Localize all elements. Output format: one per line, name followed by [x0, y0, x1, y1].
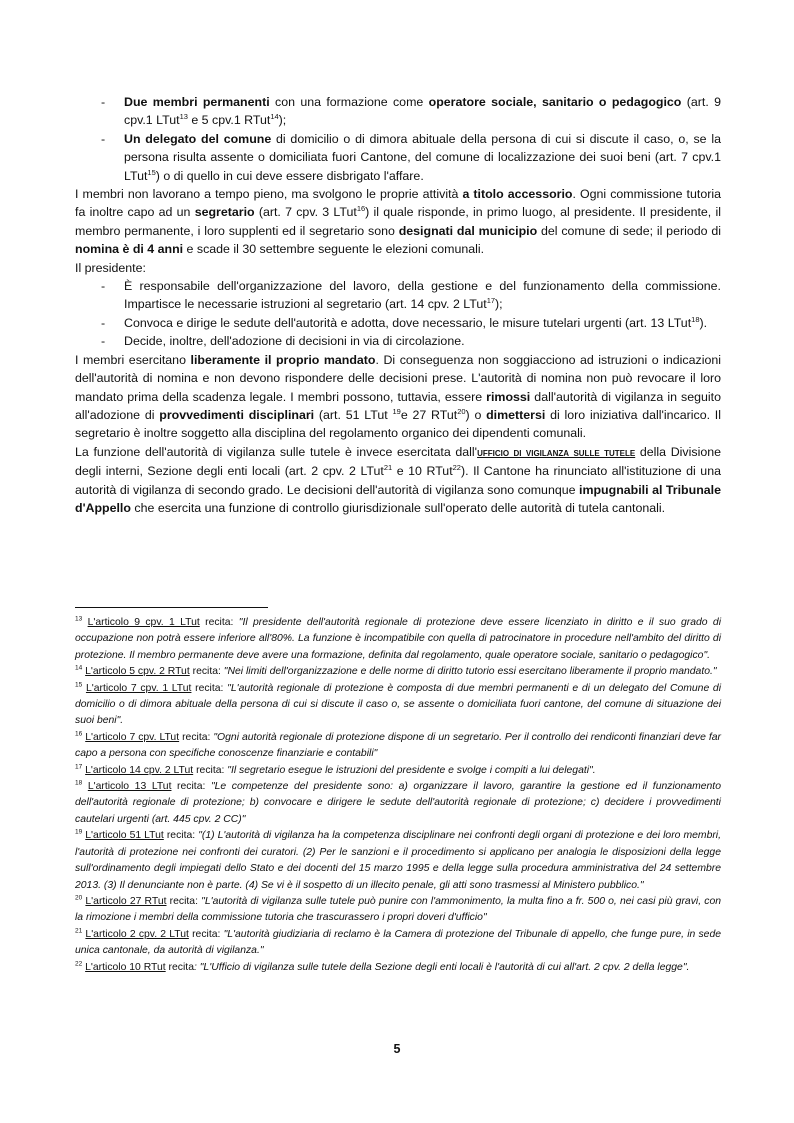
paragraph: Il presidente: [75, 260, 146, 275]
bullet-dash: - [101, 279, 106, 294]
paragraph: I membri esercitano liberamente il proprio mandato. Di conseguenza non soggiacciono ad istruzioni o indicazioni dell'autorità di nomina e non devono rispondere delle decisioni prese. L'autorità di nomina non può revocare il loro mandato prima della scadenza legale. I membri possono, tuttavia, essere rimossi dall'autorità di vigilanza in seguito all'adozione di provvedimenti disciplinari (art. 51 LTut $^{19}$e 27 RTut$^{20}$) o dimettersi di loro iniziativa dall'incarico. Il segretario è inoltre soggetto alla disciplina del regolamento organico dei dipendenti comunali. [75, 352, 722, 441]
paragraph: La funzione dell'autorità di vigilanza sulle tutele è invece esercitata dall'ufficio di vigilanza sulle tutele della Divisione degli interni, Sezione degli enti locali (art. 2 cpv. 2 LTut$^{21}$ e 10 RTut$^{22}$). Il Cantone ha rinunciato all'istituzione di una autorità di vigilanza di secondo grado. Le decisioni dell'autorità di vigilanza sono comunque impugnabili al Tribunale d'Appello che esercita una funzione di controllo giurisdizionale sull'operato delle autorità di tutela cantonali. [75, 444, 721, 515]
list-item: - Convoca e dirige le sedute dell'autorità e adotta, dove necessario, le misure tutelari urgenti (art. 13 LTut$^{18}$). [75, 314, 721, 332]
office-name: ufficio di vigilanza sulle tutele [477, 446, 636, 459]
list-item: - Un delegato del comune di domicilio o di dimora abituale della persona di cui si discute il caso, o, se la persona risulta assente o domiciliata fuori Cantone, del comune di localizzazione dei suoi beni (art. 7 cpv.1 LTut$^{15}$) o di quello in cui deve essere disbrigato l'affare. [101, 131, 721, 183]
bullet-dash: - [101, 95, 106, 109]
page-number: 5 [393, 1042, 401, 1056]
paragraph: I membri non lavorano a tempo pieno, ma svolgono le proprie attività a titolo accessorio. Ogni commissione tutoria fa inoltre capo ad un segretario (art. 7 cpv. 3 LTut$^{16}$) il quale risponde, in primo luogo, al presidente. Il presidente, il membro permanente, i loro supplenti ed il segretario sono designati dal municipio del comune di sede; il periodo di nomina è di 4 anni e scade il 30 settembre seguente le elezioni comunali. [75, 187, 721, 257]
list-item: - Decide, inoltre, dell'adozione di decisioni in via di circolazione. [75, 332, 721, 350]
footnote: $^{22}$ L'articolo 10 RTut recita: "L'Ufficio di vigilanza sulle tutele della Sezione degli enti locali è l'autorità di cui all'art. 2 cpv. 2 della legge". [75, 960, 690, 973]
list-item: - È responsabile dell'organizzazione del lavoro, della gestione e del funzionamento della commissione. Impartisce le necessarie istruzioni al segretario (art. 14 cpv. 2 LTut$^{17}$); [101, 279, 721, 312]
footnote: $^{19}$ L'articolo 51 LTut recita: "(1) L'autorità di vigilanza ha la competenza disciplinare nei confronti degli organi di protezione e dei loro membri, l'autorità di protezione nei confronti dei curatori. (2) Per le sanzioni e il procedimento si applicano per analogia le disposizioni della legge sull'ordinamento degli impiegati dello Stato e dei docenti del 15 marzo 1995 e della legge sulla procedura amministrativa del 24 settembre 2013. (3) Il denunciante non è parte. (4) Se vi è il sospetto di un illecito penale, gli atti sono trasmessi al Ministero pubblico." [75, 828, 722, 891]
footnotes [75, 615, 721, 976]
bullet-dash: - [101, 315, 106, 330]
footnote: $^{17}$ L'articolo 14 cpv. 2 LTut recita: "Il segretario esegue le istruzioni del presidente e svolge i compiti a lui delegati". [75, 763, 596, 776]
footnote: $^{14}$ L'articolo 5 cpv. 2 RTut recita: "Nei limiti dell'organizzazione e delle norme di diritto tutorio essi esercitano liberamente il proprio mandato." [75, 664, 717, 678]
footnote: $^{13}$ L'articolo 9 cpv. 1 LTut recita: "Il presidente dell'autorità regionale di protezione deve essere licenziato in diritto e il suo grado di occupazione non potrà essere inferiore all'80%. La funzione è incompatibile con quella di patrocinatore in procedure nell'ambito del diritto di protezione. Il membro permanente deve avere una formazione, definita dal regolamento, quale operatore sociale, sanitario o pedagogico". [75, 615, 722, 661]
footnote: $^{15}$ L'articolo 7 cpv. 1 LTut recita: "L'autorità regionale di protezione è composta di due membri permanenti e di un delegato del Comune di domicilio o di dimora abituale della persona di cui si discute il caso o, se assente o domiciliata fuori cantone, del comune di situazione dei suoi beni". [75, 681, 722, 727]
footnote: $^{21}$ L'articolo 2 cpv. 2 LTut recita: "L'autorità giudiziaria di reclamo è la Camera di protezione del Tribunale di appello, che funge pure, in sede unica cantonale, da autorità di vigilanza." [75, 927, 721, 957]
footnote: $^{16}$ L'articolo 7 cpv. LTut recita: "Ogni autorità regionale di protezione dispone di un segretario. Per il controllo dei rendiconti finanziari deve far capo a persona con specifiche conoscenze finanziarie e contabili" [75, 730, 721, 760]
footnote-separator [75, 607, 268, 608]
footnote: $^{20}$ L'articolo 27 RTut recita: "L'autorità di vigilanza sulle tutele può punire con l'ammonimento, la multa fino a fr. 500 o, nei casi più gravi, con la rimozione i membri della commissione tutoria che trascurassero i propri doveri d'ufficio" [75, 894, 721, 924]
bullet-dash: - [101, 131, 106, 146]
list-item: - Due membri permanenti con una formazione come operatore sociale, sanitario o pedagogico (art. 9 cpv.1 LTut$^{13}$ e 5 cpv.1 RTut$^{14}$); [101, 95, 722, 128]
footnote: $^{18}$ L'articolo 13 LTut recita: "Le competenze del presidente sono: a) organizzare il lavoro, garantire la gestione ed il funzionamento dell'autorità regionale di protezione; b) convocare e dirigere le sedute dell'autorità regionale di protezione; c) decidere i provvedimenti cautelari urgenti (art. 445 cpv. 2 CC)" [75, 779, 721, 825]
main-text [75, 93, 721, 517]
bullet-dash: - [101, 334, 106, 349]
